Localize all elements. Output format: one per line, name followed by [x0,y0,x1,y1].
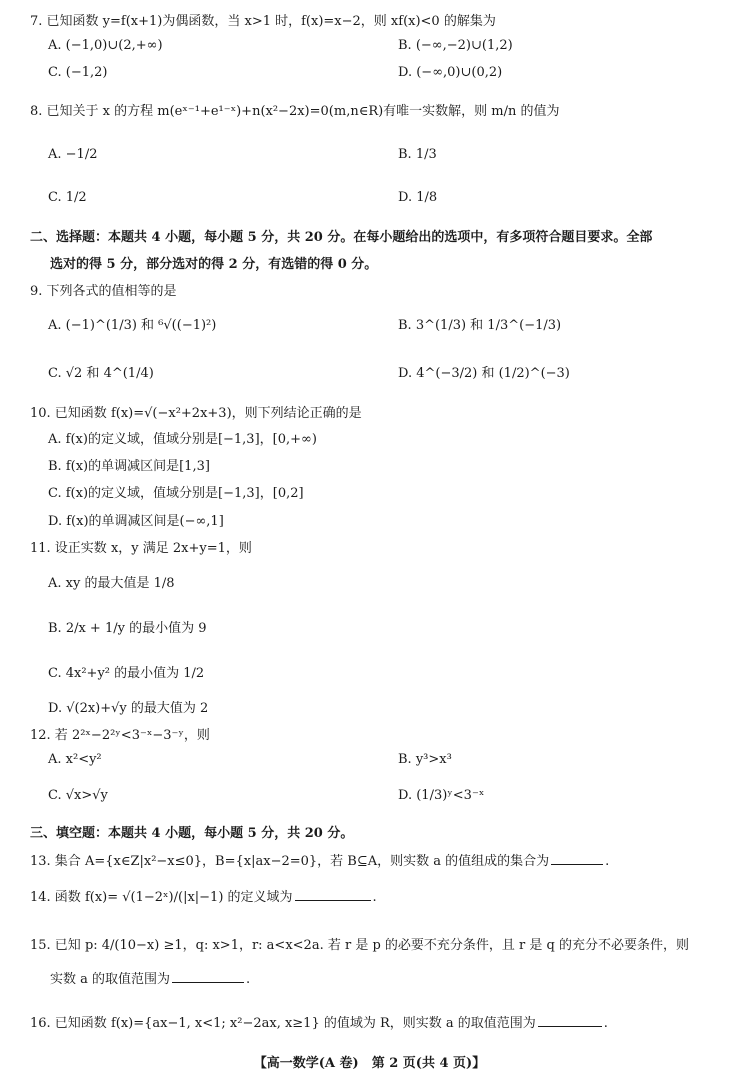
section-2-header-line-2: 选对的得 5 分，部分选对的得 2 分，有选错的得 0 分。 [50,257,378,272]
question-12-option-d: D. (1/3)ʸ<3⁻ˣ [398,788,485,803]
section-3-header: 三、填空题：本题共 4 小题，每小题 5 分，共 20 分。 [30,826,354,841]
question-10-stem: 10. 已知函数 f(x)=√(−x²+2x+3)，则下列结论正确的是 [30,406,362,421]
question-13: 13. 集合 A={x∈Z|x²−x≤0}，B={x|ax−2=0}，若 B⊆A，则实数 a 的值组成的集合为 . [30,854,610,869]
answer-blank [538,1025,602,1027]
question-9-stem: 9. 下列各式的值相等的是 [30,284,177,299]
question-9-option-b: B. 3^(1/3) 和 1/3^(−1/3) [398,318,562,333]
question-8-stem: 8. 已知关于 x 的方程 m(eˣ⁻¹+e¹⁻ˣ)+n(x²−2x)=0(m,n∈R)有唯一实数解，则 m/n 的值为 [30,104,560,119]
question-13-text: 13. 集合 A={x∈Z|x²−x≤0}，B={x|ax−2=0}，若 B⊆A，则实数 a 的值组成的集合为 [30,854,550,869]
question-9-option-c: C. √2 和 4^(1/4) [48,366,154,381]
question-12-option-a: A. x²<y² [48,752,102,767]
question-16: 16. 已知函数 f(x)={ax−1, x<1; x²−2ax, x≥1} 的值域为 R，则实数 a 的取值范围为 . [30,1016,608,1031]
question-8-option-c: C. 1/2 [48,190,87,205]
question-11-option-b: B. 2/x + 1/y 的最小值为 9 [48,621,207,636]
question-15-line-1: 15. 已知 p: 4/(10−x) ≥1，q: x>1，r: a<x<2a. 若 r 是 p 的必要不充分条件，且 r 是 q 的充分不必要条件，则 [30,938,689,953]
question-7-option-b: B. (−∞,−2)∪(1,2) [398,38,513,53]
question-15-text: 实数 a 的取值范围为 [50,972,171,987]
question-10-option-c: C. f(x)的定义域，值域分别是[−1,3]，[0,2] [48,486,304,501]
question-14: 14. 函数 f(x)= √(1−2ˣ)/(|x|−1) 的定义域为 . [30,890,377,905]
section-2-header-line-1: 二、选择题：本题共 4 小题，每小题 5 分，共 20 分。在每小题给出的选项中，有多项符合题目要求。全部 [30,230,653,245]
question-8-option-d: D. 1/8 [398,190,438,205]
question-16-text: 16. 已知函数 f(x)={ax−1, x<1; x²−2ax, x≥1} 的值域为 R，则实数 a 的取值范围为 [30,1016,536,1031]
question-8-option-a: A. −1/2 [48,147,98,162]
question-15-line-2: 实数 a 的取值范围为 . [50,972,251,987]
question-8-option-b: B. 1/3 [398,147,437,162]
question-12-stem: 12. 若 2²ˣ−2²ʸ<3⁻ˣ−3⁻ʸ，则 [30,728,210,743]
question-11-option-a: A. xy 的最大值是 1/8 [48,576,175,591]
question-11-stem: 11. 设正实数 x，y 满足 2x+y=1，则 [30,541,252,556]
question-12-option-b: B. y³>x³ [398,752,452,767]
question-11-option-c: C. 4x²+y² 的最小值为 1/2 [48,666,205,681]
answer-blank [172,981,244,983]
question-9-option-d: D. 4^(−3/2) 和 (1/2)^(−3) [398,366,570,381]
page-footer: 【高一数学(A 卷) 第 2 页(共 4 页)】 [253,1056,486,1071]
question-7-option-d: D. (−∞,0)∪(0,2) [398,65,503,80]
question-12-option-c: C. √x>√y [48,788,108,803]
question-10-option-b: B. f(x)的单调减区间是[1,3] [48,459,210,474]
answer-blank [295,899,371,901]
answer-blank [551,863,603,865]
question-7-option-a: A. (−1,0)∪(2,+∞) [48,38,163,53]
question-11-option-d: D. √(2x)+√y 的最大值为 2 [48,701,209,716]
question-10-option-d: D. f(x)的单调减区间是(−∞,1] [48,514,224,529]
question-7-stem: 7. 已知函数 y=f(x+1)为偶函数，当 x>1 时，f(x)=x−2，则 xf(x)<0 的解集为 [30,14,496,29]
question-14-text: 14. 函数 f(x)= √(1−2ˣ)/(|x|−1) 的定义域为 [30,890,293,905]
question-7-option-c: C. (−1,2) [48,65,108,80]
question-9-option-a: A. (−1)^(1/3) 和 ⁶√((−1)²) [48,318,217,333]
question-10-option-a: A. f(x)的定义域，值域分别是[−1,3]，[0,+∞) [48,432,317,447]
